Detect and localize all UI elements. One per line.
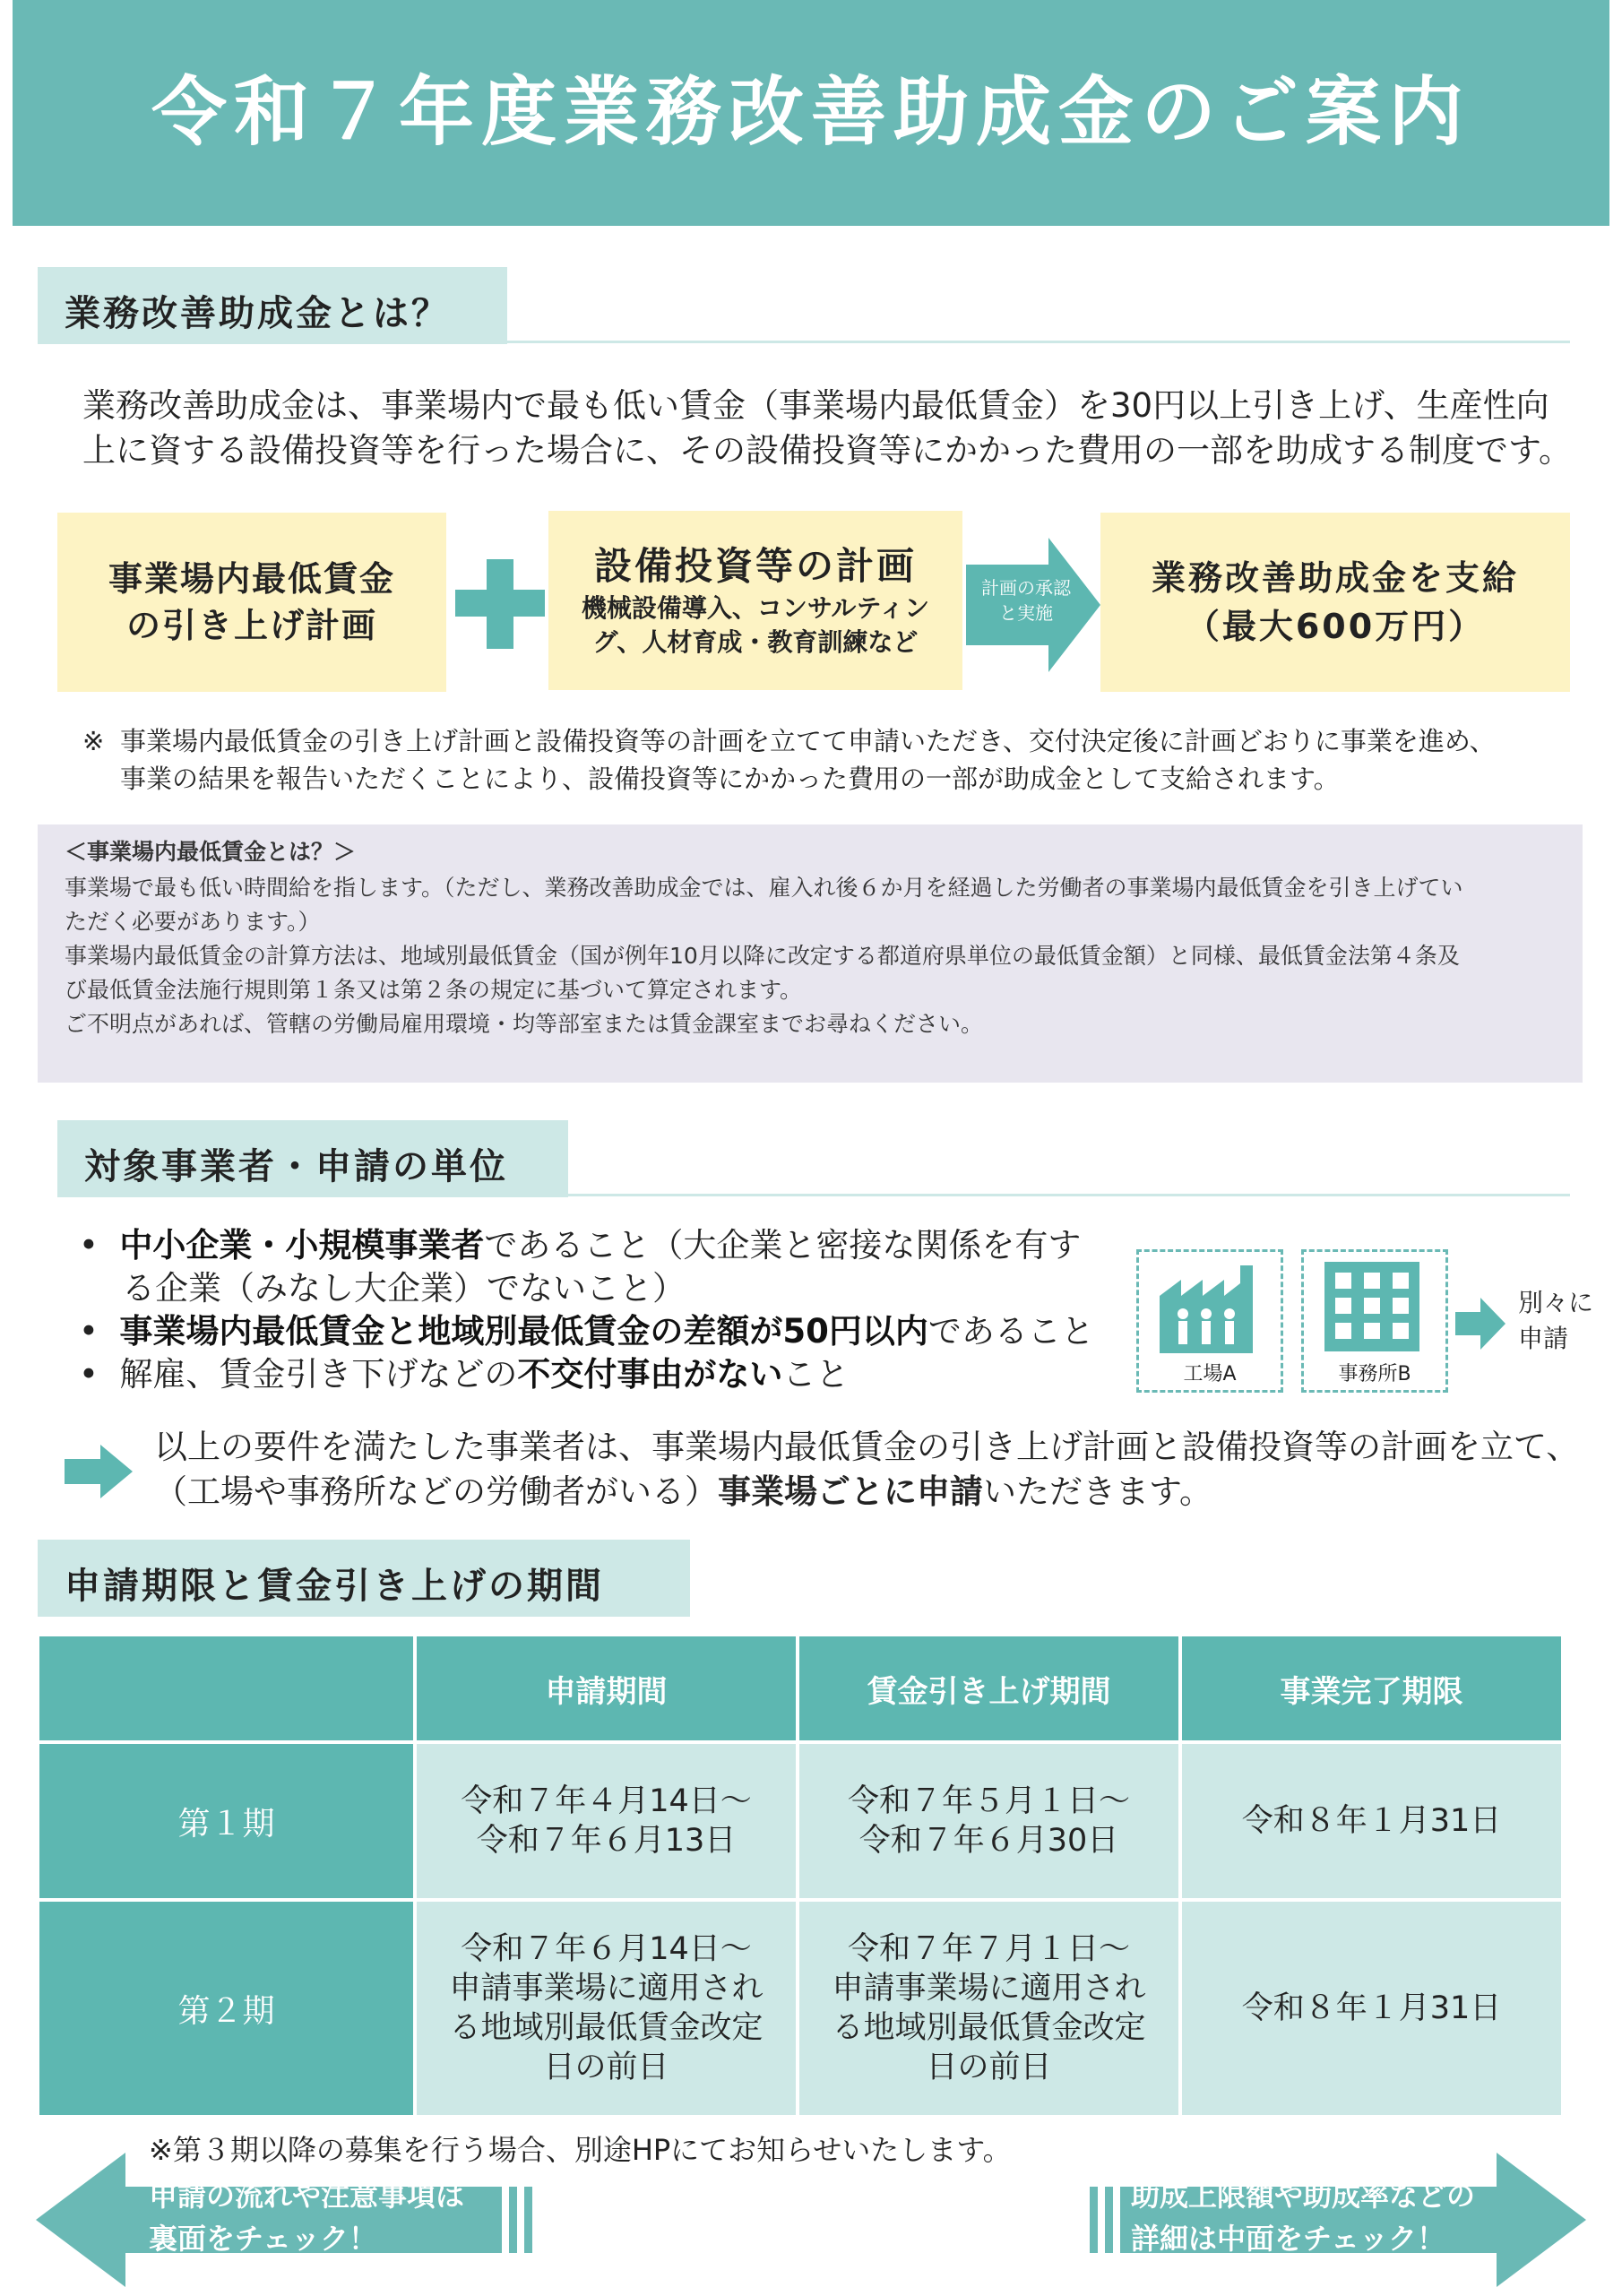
info-title: ＜事業場内最低賃金とは？＞ — [65, 839, 357, 865]
cell-wage-period-2: 令和７年７月１日～ 申請事業場に適用され る地域別最低賃金改定 日の前日 — [798, 1900, 1180, 2117]
cell-deadline-2: 令和８年１月31日 — [1180, 1900, 1563, 2117]
back-page-link-text[interactable]: 申請の流れや注意事項は 裏面をチェック！ — [149, 2179, 465, 2256]
col-header-wage-period: 賃金引き上げ期間 — [798, 1635, 1180, 1742]
row-label-period-2: 第２期 — [38, 1900, 415, 2117]
list-item: • 中小企業・小規模事業者であること（大企業と密接な関係を有す — [79, 1226, 1082, 1265]
min-wage-plan-box: 事業場内最低賃金 の引き上げ計画 — [57, 513, 446, 692]
cell-deadline-1: 令和８年１月31日 — [1180, 1742, 1563, 1900]
cell-application-period-2: 令和７年６月14日～ 申請事業場に適用され る地域別最低賃金改定 日の前日 — [415, 1900, 798, 2117]
table-row — [38, 1742, 1563, 1900]
col-header-application-period: 申請期間 — [415, 1635, 798, 1742]
cell-application-period-1: 令和７年４月14日～ 令和７年６月13日 — [415, 1742, 798, 1900]
inner-page-link-text[interactable]: 助成上限額や助成率などの 詳細は中面をチェック！ — [1131, 2179, 1476, 2256]
separate-application-note: 別々に 申請 — [1518, 1288, 1594, 1353]
application-unit-summary: 以上の要件を満たした事業者は、事業場内最低賃金の引き上げ計画と設備投資等の計画を立て、 （工場や事務所などの労働者がいる）事業場ごとに申請いただきます。 — [154, 1428, 1580, 1511]
list-item: • 解雇、賃金引き下げなどの不交付事由がないこと — [79, 1355, 850, 1394]
note-text: 事業場内最低賃金の引き上げ計画と設備投資等の計画を立てて申請いただき、交付決定後に計画どおりに事業を進め、 事業の結果を報告いただくことにより、設備投資等にかかった費用の一部が助成金として支給されます。 — [120, 726, 1496, 794]
arrow-right-icon — [65, 1445, 133, 1498]
col-header-completion-deadline: 事業完了期限 — [1180, 1635, 1563, 1742]
row-label-period-1: 第１期 — [38, 1742, 415, 1900]
eligibility-list: • 中小企業・小規模事業者であること（大企業と密接な関係を有す る企業（みなし大企業）でないこと） • 事業場内最低賃金と地域別最低賃金の差額が50円以内であること • 解雇、賃金引き下げなどの不交付事由がないこと — [79, 1224, 1109, 1396]
section-heading-eligibility: 対象事業者・申請の単位 — [57, 1120, 568, 1197]
info-text: ＜事業場内最低賃金とは？＞ 事業場で最も低い時間給を指します。（ただし、業務改善助成金では、雇入れ後６か月を経過した労働者の事業場内最低賃金を引き上げてい ただく必要があります。） 事業場内最低賃金の計算方法は、地域別最低賃金（国が例年10月以降に改定する都道府県単位の最低賃金額）と同様、最低賃金法第４条及 び最低賃金法施行規則第１条又は第２条の規定に基づいて算定されます。 ご不明点があれば、管轄の労働局雇用環境・均等部室または賃金課室までお尋ねください。 — [65, 835, 1570, 1041]
note-mark: ※ — [82, 726, 105, 756]
section-heading-about: 業務改善助成金とは？ — [38, 267, 507, 344]
page-title: 令和７年度業務改善助成金のご案内 — [151, 68, 1471, 156]
table-header-row — [38, 1635, 1563, 1742]
investment-plan-box: 設備投資等の計画 機械設備導入、コンサルティン グ、人材育成・教育訓練など — [548, 511, 962, 690]
office-building-icon — [1321, 1258, 1423, 1353]
list-item: • 事業場内最低賃金と地域別最低賃金の差額が50円以内であること — [79, 1312, 1094, 1351]
factory-label: 工場A — [1183, 1363, 1237, 1385]
table-row — [38, 1900, 1563, 2117]
section-rule — [507, 341, 1570, 343]
schedule-table — [36, 1633, 1565, 2119]
factory-icon — [1156, 1256, 1260, 1355]
section-heading-schedule: 申請期限と賃金引き上げの期間 — [38, 1540, 690, 1617]
subsidy-box: 業務改善助成金を支給 （最大600万円） — [1100, 513, 1570, 692]
office-label: 事務所B — [1338, 1363, 1411, 1385]
intro-text: 業務改善助成金は、事業場内で最も低い賃金（事業場内最低賃金）を30円以上引き上げ、生産性向 上に資する設備投資等を行った場合に、その設備投資等にかかった費用の一部を助成する制度です。 — [82, 386, 1573, 470]
schedule-footnote: ※第３期以降の募集を行う場合、別途HPにてお知らせいたします。 — [149, 2133, 1012, 2167]
arrow-right-icon — [1455, 1298, 1506, 1350]
cell-wage-period-1: 令和７年５月１日～ 令和７年６月30日 — [798, 1742, 1180, 1900]
approval-label: 計画の承認 と実施 — [981, 577, 1071, 624]
